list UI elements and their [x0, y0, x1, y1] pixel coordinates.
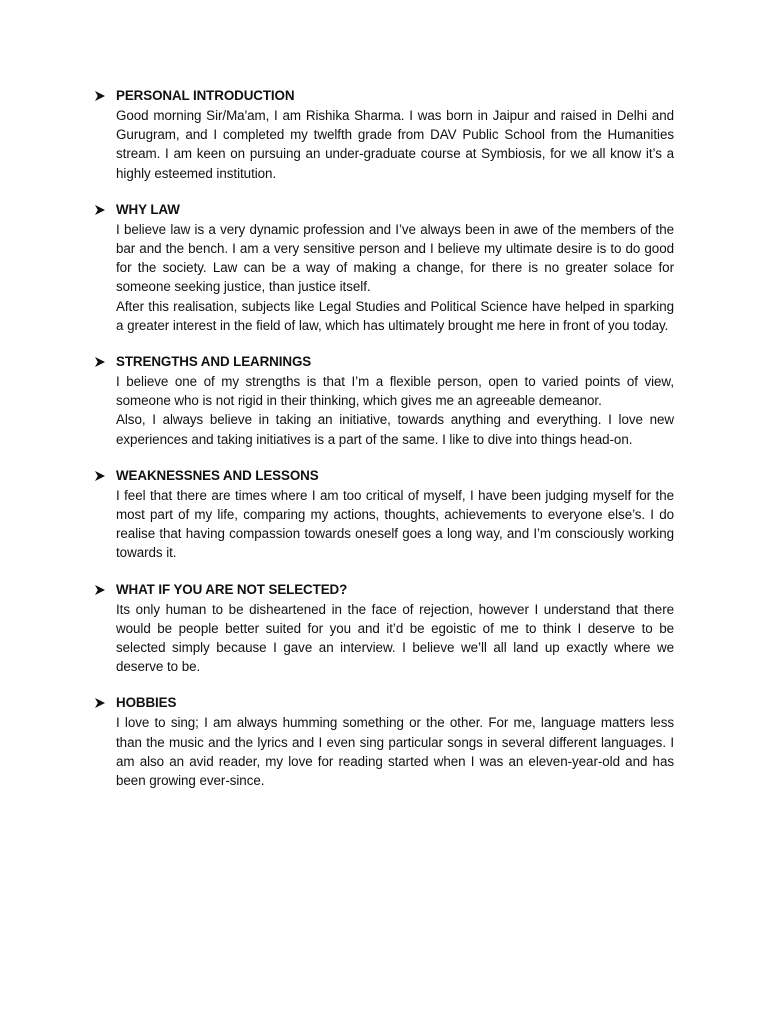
section-personal-introduction: [94, 86, 674, 183]
section-heading: HOBBIES: [116, 695, 177, 711]
section-body: [116, 713, 674, 790]
section-heading-row: [94, 200, 674, 220]
section-heading-row: [94, 352, 674, 372]
arrowhead-bullet-icon: [94, 204, 106, 216]
section-hobbies: [94, 693, 674, 790]
paragraph: Also, I always believe in taking an initiative, towards anything and everything. I love new experiences and taking initiatives is a part of the same. I like to dive into things head-on.: [116, 412, 674, 447]
section-heading-row: [94, 693, 674, 713]
section-heading: STRENGTHS AND LEARNINGS: [116, 354, 312, 370]
section-body: [116, 486, 674, 563]
paragraph: I feel that there are times where I am too critical of myself, I have been judging myself for the most part of my life, comparing my actions, thoughts, achievements to everyone else’s. I do realise that having compassion towards oneself goes a long way, and I’m consciously working towards it.: [116, 487, 674, 561]
section-body: [116, 600, 674, 677]
section-weaknesses-and-lessons: [94, 466, 674, 563]
arrowhead-bullet-icon: [94, 584, 106, 596]
section-heading-row: [94, 86, 674, 106]
paragraph: I love to sing; I am always humming something or the other. For me, language matters less than the music and the lyrics and I even sing particular songs in several different languages. I am also an avid reader, my love for reading started when I was an eleven-year-old and has been growing ever-since.: [116, 715, 674, 789]
paragraph: I believe one of my strengths is that I’m a flexible person, open to varied points of view, someone who is not rigid in their thinking, which gives me an agreeable demeanor.: [116, 374, 674, 409]
section-body: [116, 106, 674, 183]
section-heading: PERSONAL INTRODUCTION: [116, 88, 295, 103]
section-heading: WHAT IF YOU ARE NOT SELECTED?: [116, 581, 348, 597]
paragraph: Good morning Sir/Ma'am, I am Rishika Sharma. I was born in Jaipur and raised in Delhi and Gurugram, and I completed my twelfth grade from DAV Public School from the Humanities stream. I am keen on pursuing an under-graduate course at Symbiosis, for we all know it’s a highly esteemed institution.: [116, 108, 674, 181]
arrowhead-bullet-icon: [94, 470, 106, 482]
section-heading: WHY LAW: [116, 201, 180, 217]
section-body: [116, 372, 674, 449]
section-what-if-not-selected: [94, 580, 674, 677]
paragraph: I believe law is a very dynamic profession and I’ve always been in awe of the members of the bar and the bench. I am a very sensitive person and I believe my ultimate desire is to do good for the society. Law can be a way of making a change, for there is no greater solace for someone seeking justice, than justice itself.: [116, 221, 674, 295]
paragraph: Its only human to be disheartened in the face of rejection, however I understand that there would be people better suited for you and it’d be egoistic of me to think I deserve to be selected simply because I gave an interview. I believe we’ll all land up exactly where we deserve to be.: [116, 601, 674, 675]
arrowhead-bullet-icon: [94, 356, 106, 368]
section-why-law: [94, 200, 674, 335]
arrowhead-bullet-icon: [94, 90, 106, 102]
section-strengths-and-learnings: [94, 352, 674, 449]
paragraph: After this realisation, subjects like Legal Studies and Political Science have helped in sparking a greater interest in the field of law, which has ultimately brought me here in front of you today.: [116, 298, 674, 333]
section-heading-row: [94, 580, 674, 600]
document-body: [94, 86, 674, 807]
section-heading: WEAKNESSNES AND LESSONS: [116, 467, 319, 483]
section-body: [116, 220, 674, 335]
arrowhead-bullet-icon: [94, 697, 106, 709]
section-heading-row: [94, 466, 674, 486]
